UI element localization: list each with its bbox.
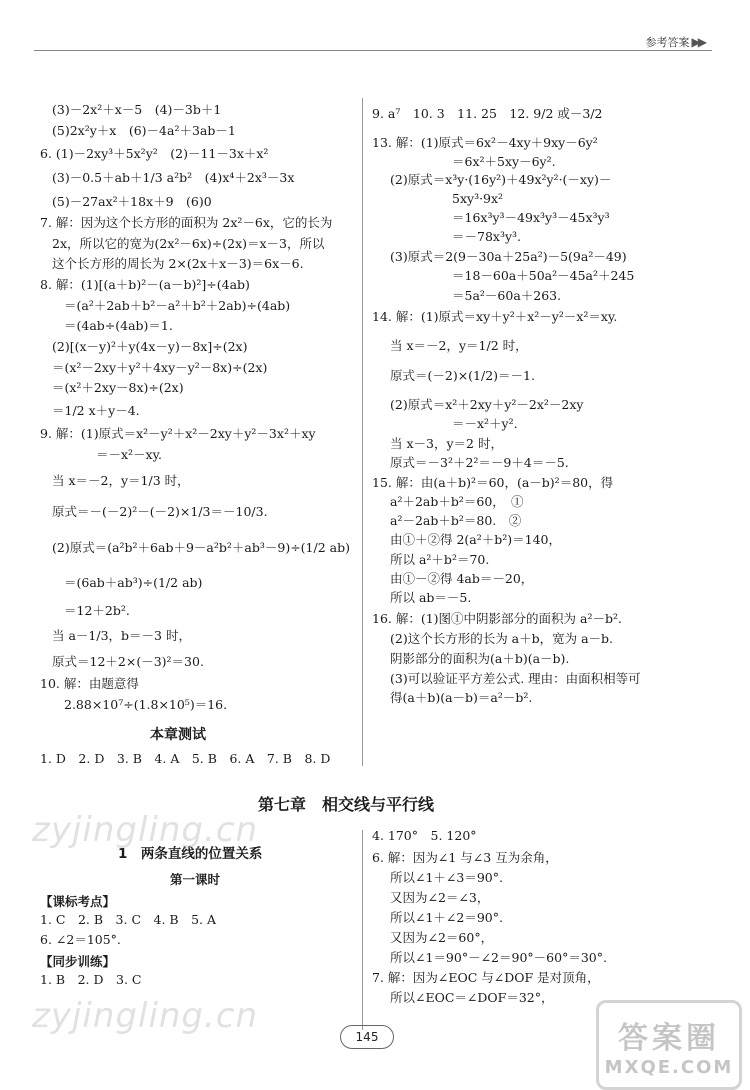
right-line: 原式＝－3²＋2²＝－9＋4＝－5.: [390, 455, 569, 470]
header-title: 参考答案: [645, 36, 690, 49]
right-bottom-line: 所以∠EOC＝∠DOF＝32°，: [390, 990, 554, 1005]
right-line: ＝6x²＋5xy－6y².: [452, 154, 556, 169]
left-line: ＝(x²＋2xy－8x)÷(2x): [52, 380, 184, 395]
right-line: 原式＝(－2)×(1/2)＝－1.: [390, 368, 535, 383]
right-line: 得(a＋b)(a－b)＝a²－b².: [390, 690, 533, 705]
left-line: ＝(a²＋2ab＋b²－a²＋b²＋2ab)÷(4ab): [64, 298, 291, 313]
right-line: 5xy³·9x²: [452, 191, 504, 206]
right-line: 所以 a²＋b²＝70.: [390, 552, 490, 567]
right-line: 由①＋②得 2(a²＋b²)＝140，: [390, 532, 562, 547]
left-line: 原式＝－(－2)²－(－2)×1/3＝－10/3.: [52, 504, 268, 519]
right-bottom-line: 又因为∠2＝∠3，: [390, 890, 490, 905]
left-line: 当 a－1/3，b＝－3 时，: [52, 628, 191, 643]
left-line: 这个长方形的周长为 2×(2x＋x－3)＝6x－6.: [52, 256, 304, 271]
left-line: (3)－0.5＋ab＋1/3 a²b² (4)x⁴＋2x³－3x: [52, 170, 295, 185]
kb-title: 【课标考点】: [40, 894, 116, 909]
right-bottom-line: 7. 解：因为∠EOC 与∠DOF 是对顶角，: [372, 970, 600, 985]
right-bottom-line: 4. 170° 5. 120°: [372, 828, 477, 843]
lesson-title: 第一课时: [170, 872, 221, 887]
right-line: 16. 解：(1)图①中阴影部分的面积为 a²－b².: [372, 611, 622, 626]
right-line: 9. a⁷ 10. 3 11. 25 12. 9/2 或－3/2: [372, 106, 603, 121]
right-bottom-line: 所以∠1＋∠2＝90°.: [390, 910, 503, 925]
right-line: ＝5a²－60a＋263.: [452, 288, 562, 303]
left-line: (5)2x²y＋x (6)－4a²＋3ab－1: [52, 123, 236, 138]
watermark: zyjingling.cn: [32, 996, 259, 1036]
section-title: 1 两条直线的位置关系: [118, 846, 263, 862]
stamp-top-text: 答案圈: [618, 1020, 720, 1056]
left-line: 2.88×10⁷÷(1.8×10⁵)＝16.: [64, 697, 228, 712]
right-line: ＝16x³y³－49x³y³－45x³y³: [452, 210, 610, 225]
header-rule: [34, 50, 712, 51]
right-line: 当 x－3，y＝2 时，: [390, 436, 503, 451]
section-test-title: 本章测试: [150, 727, 206, 743]
left-line: (2)原式＝(a²b²＋6ab＋9－a²b²＋ab³－9)÷(1/2 ab): [52, 540, 350, 555]
left-line: (2)[(x－y)²＋y(4x－y)－8x]÷(2x): [52, 339, 248, 354]
right-line: 由①－②得 4ab＝－20，: [390, 571, 534, 586]
site-stamp: [596, 1000, 742, 1090]
right-bottom-line: 所以∠1＝90°－∠2＝90°－60°＝30°.: [390, 950, 607, 965]
right-line: a²＋2ab＋b²＝60， ①: [390, 494, 524, 509]
left-line: 原式＝12＋2×(－3)²＝30.: [52, 654, 204, 669]
right-bottom-line: 6. 解：因为∠1 与∠3 互为余角，: [372, 850, 558, 865]
right-line: ＝－x²＋y².: [452, 416, 518, 431]
left-line: 7. 解：因为这个长方形的面积为 2x²－6x，它的长为: [40, 215, 333, 230]
left-line: 10. 解：由题意得: [40, 676, 139, 691]
left-line: 9. 解：(1)原式＝x²－y²＋x²－2xy＋y²－3x²＋xy: [40, 426, 316, 441]
column-divider-lower: [362, 830, 363, 1030]
column-divider: [362, 98, 363, 766]
left-line: 当 x＝－2，y＝1/3 时，: [52, 473, 190, 488]
left-line: ＝(x²－2xy＋y²＋4xy－y²－8x)÷(2x): [52, 360, 268, 375]
right-line: ＝18－60a＋50a²－45a²＋245: [452, 268, 635, 283]
right-line: 13. 解：(1)原式＝6x²－4xy＋9xy－6y²: [372, 135, 598, 150]
watermark: zyjingling.cn: [32, 810, 259, 850]
left-line: ＝(4ab÷(4ab)＝1.: [64, 318, 173, 333]
kb-answers-1: 1. C 2. B 3. C 4. B 5. A: [40, 912, 217, 927]
right-line: (2)原式＝x²＋2xy＋y²－2x²－2xy: [390, 397, 584, 412]
double-arrow-icon: ▶▶: [691, 35, 704, 49]
right-line: a²－2ab＋b²＝80. ②: [390, 513, 522, 528]
left-line: ＝－x²－xy.: [96, 447, 162, 462]
sync-answers: 1. B 2. D 3. C: [40, 972, 142, 987]
left-line: 8. 解：(1)[(a＋b)²－(a－b)²]÷(4ab): [40, 277, 250, 292]
right-line: 所以 ab＝－5.: [390, 590, 472, 605]
chapter-title: 第七章 相交线与平行线: [258, 795, 435, 814]
kb-answers-2: 6. ∠2＝105°.: [40, 932, 121, 947]
stamp-bottom-text: MXQE.COM: [604, 1056, 734, 1078]
sync-title: 【同步训练】: [40, 954, 116, 969]
right-line: (3)可以验证平方差公式. 理由：由面积相等可: [390, 671, 641, 686]
right-line: 阴影部分的面积为(a＋b)(a－b).: [390, 651, 570, 666]
left-line: (3)－2x²＋x－5 (4)－3b＋1: [52, 102, 222, 117]
left-line: ＝(6ab＋ab³)÷(1/2 ab): [64, 575, 203, 590]
right-line: (2)这个长方形的长为 a＋b，宽为 a－b.: [390, 631, 614, 646]
left-line: 2x，所以它的宽为(2x²－6x)÷(2x)＝x－3，所以: [52, 236, 325, 251]
header-tag: [646, 34, 704, 50]
right-line: 当 x＝－2，y＝1/2 时，: [390, 338, 528, 353]
left-line: (5)－27ax²＋18x＋9 (6)0: [52, 194, 212, 209]
right-line: 15. 解：由(a＋b)²＝60，(a－b)²＝80，得: [372, 475, 614, 490]
left-line: ＝12＋2b².: [64, 603, 130, 618]
right-line: (3)原式＝2(9－30a＋25a²)－5(9a²－49): [390, 249, 627, 264]
left-line: 6. (1)－2xy³＋5x²y² (2)－11－3x＋x²: [40, 146, 269, 161]
right-bottom-line: 又因为∠2＝60°，: [390, 930, 494, 945]
right-bottom-line: 所以∠1＋∠3＝90°.: [390, 870, 503, 885]
left-line: ＝1/2 x＋y－4.: [52, 403, 140, 418]
page-number: 145: [340, 1025, 394, 1049]
right-line: ＝－78x³y³.: [452, 229, 522, 244]
right-line: (2)原式＝x³y·(16y²)＋49x²y²·(－xy)－: [390, 172, 612, 187]
right-line: 14. 解：(1)原式＝xy＋y²＋x²－y²－x²＝xy.: [372, 309, 618, 324]
section-test-answers: 1. D 2. D 3. B 4. A 5. B 6. A 7. B 8. D: [40, 751, 331, 766]
